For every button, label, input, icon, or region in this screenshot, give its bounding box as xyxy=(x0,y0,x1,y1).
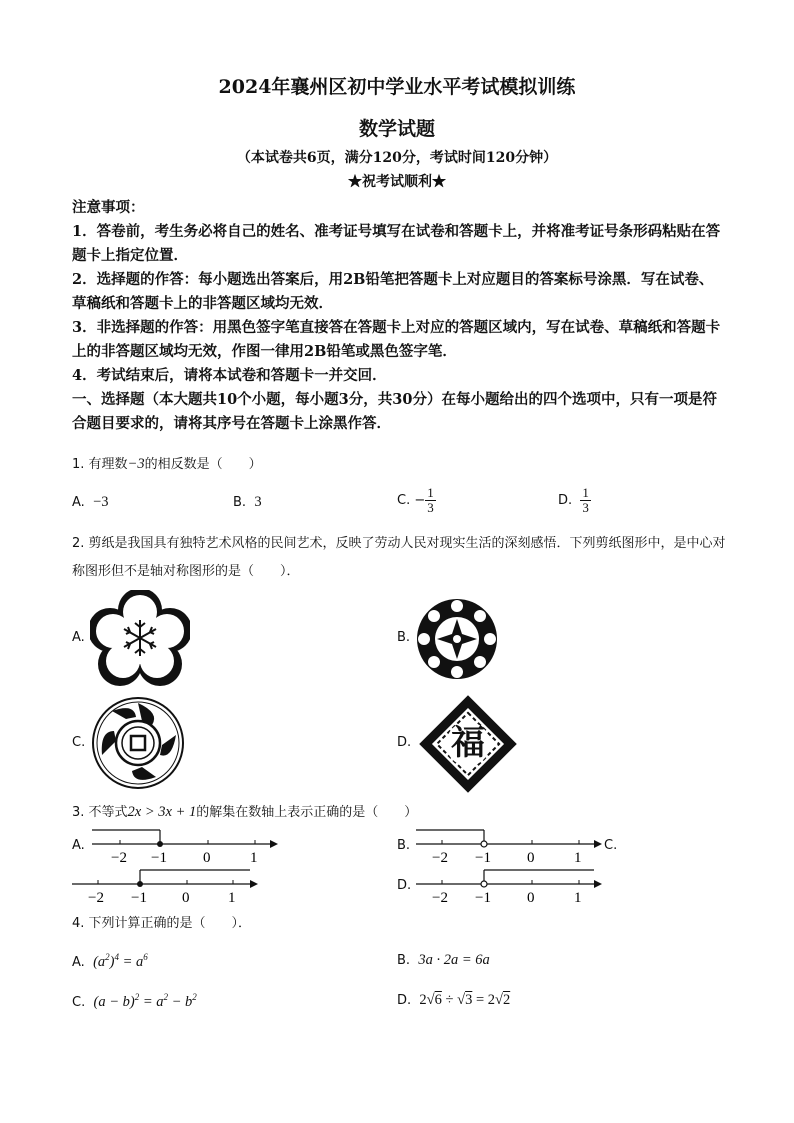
q2-option-d-label[interactable]: D. xyxy=(397,735,412,750)
notes-heading: 注意事项： xyxy=(72,199,145,216)
q2-option-a-label[interactable]: A. xyxy=(72,630,85,645)
notes-item-1: 1．答卷前，考生务必将自己的姓名、准考证号填写在试卷和答题卡上，并将准考证号条形码粘贴在答题卡上指定位置． xyxy=(72,223,721,264)
q4-expr-d: 2√6 ÷ √3 = 2√2 xyxy=(419,992,511,1008)
q3-option-a-label[interactable]: A. xyxy=(72,838,85,853)
q4-expr-a: $(a^2)^4 = a^6$ xyxy=(93,952,148,970)
tick-label: 1 xyxy=(574,850,582,866)
q4-option-c[interactable]: C. $(a - b)^2 = a^2 - b^2$ xyxy=(72,992,197,1010)
q4-expr-b: 3a · 2a = 6a xyxy=(418,952,490,968)
tick-label: −2 xyxy=(432,890,448,906)
q3-inequality: 2x > 3x + 1 xyxy=(127,804,197,820)
q1-option-d[interactable]: D. $\frac{1}{3}$ xyxy=(558,485,589,515)
tick-label: −1 xyxy=(131,890,147,906)
q2-option-c-label[interactable]: C. xyxy=(72,735,86,750)
question-3: 3. 不等式2x > 3x + 1的解集在数轴上表示正确的是（ ） xyxy=(72,804,418,820)
tick-label: −1 xyxy=(151,850,167,866)
notes-item-2: 2．选择题的作答：每小题选出答案后，用2B铅笔把答题卡上对应题目的答案标号涂黑．写在试卷、草稿纸和答题卡上的非答题区域均无效． xyxy=(72,271,714,312)
q4-option-d[interactable]: D. 2√6 ÷ √3 = 2√2 xyxy=(397,992,511,1008)
tick-label: −1 xyxy=(475,890,491,906)
tick-label: −2 xyxy=(432,850,448,866)
coin-papercut-image xyxy=(90,695,186,791)
number-line-b xyxy=(414,826,604,866)
q1-option-b[interactable]: B. 3 xyxy=(233,494,262,510)
notes-item-3: 3．非选择题的作答：用黑色签字笔直接答在答题卡上对应的答题区域内，写在试卷、草稿纸和答题卡上的非答题区域均无效，作图一律用2B铅笔或黑色签字笔． xyxy=(72,319,721,360)
question-4: 4. 下列计算正确的是（ ）． xyxy=(72,916,252,931)
q3-option-c-label[interactable]: C. xyxy=(604,838,618,853)
question-1: 1. 有理数−3的相反数是（ ） xyxy=(72,456,262,472)
plum-blossom-snowflake-image xyxy=(90,590,190,686)
q4-expr-c: $(a - b)^2 = a^2 - b^2$ xyxy=(93,992,197,1010)
q3-option-d-label[interactable]: D. xyxy=(397,878,412,893)
q4-option-a[interactable]: A. $(a^2)^4 = a^6$ xyxy=(72,952,148,970)
q1-option-c[interactable]: C. − $\frac{1}{3}$ xyxy=(397,485,434,515)
exam-wish: ★祝考试顺利★ xyxy=(348,174,446,190)
q4-option-b[interactable]: B. 3a · 2a = 6a xyxy=(397,952,490,968)
number-line-a xyxy=(90,826,280,866)
notes-block xyxy=(72,196,727,436)
number-line-c xyxy=(70,866,260,906)
tick-label: 1 xyxy=(228,890,236,906)
q3-option-b-label[interactable]: B. xyxy=(397,838,411,853)
exam-info: （本试卷共6页，满分120分，考试时间120分钟） xyxy=(236,150,558,166)
tick-label: 0 xyxy=(203,850,211,866)
q1-option-a[interactable]: A. −3 xyxy=(72,494,109,510)
fu-character: 福 xyxy=(451,723,485,763)
page-subtitle: 数学试题 xyxy=(358,118,435,140)
page-title: 2024年襄州区初中学业水平考试模拟训练 xyxy=(218,76,576,98)
tick-label: 0 xyxy=(527,850,535,866)
question-2: 2. 剪纸是我国具有独特艺术风格的民间艺术，反映了劳动人民对现实生活的深刻感悟．下列剪纸图形中，是中心对称图形但不是轴对称图形的是（ ）． xyxy=(72,536,726,579)
tick-label: 0 xyxy=(182,890,190,906)
section1-heading: 一、选择题（本大题共10个小题，每小题3分，共30分）在每小题给出的四个选项中，只有一项是符合题目要求的，请将其序号在答题卡上涂黑作答． xyxy=(72,391,717,432)
notes-item-4: 4．考试结束后，请将本试卷和答题卡一并交回． xyxy=(72,367,387,384)
tick-label: 0 xyxy=(527,890,535,906)
tick-label: 1 xyxy=(574,890,582,906)
tick-label: −1 xyxy=(475,850,491,866)
tick-label: 1 xyxy=(250,850,258,866)
tick-label: −2 xyxy=(111,850,127,866)
flower-papercut-image xyxy=(414,596,500,682)
q1-number: −3 xyxy=(127,456,145,472)
tick-label: −2 xyxy=(88,890,104,906)
q2-option-b-label[interactable]: B. xyxy=(397,630,411,645)
number-line-d xyxy=(414,866,604,906)
